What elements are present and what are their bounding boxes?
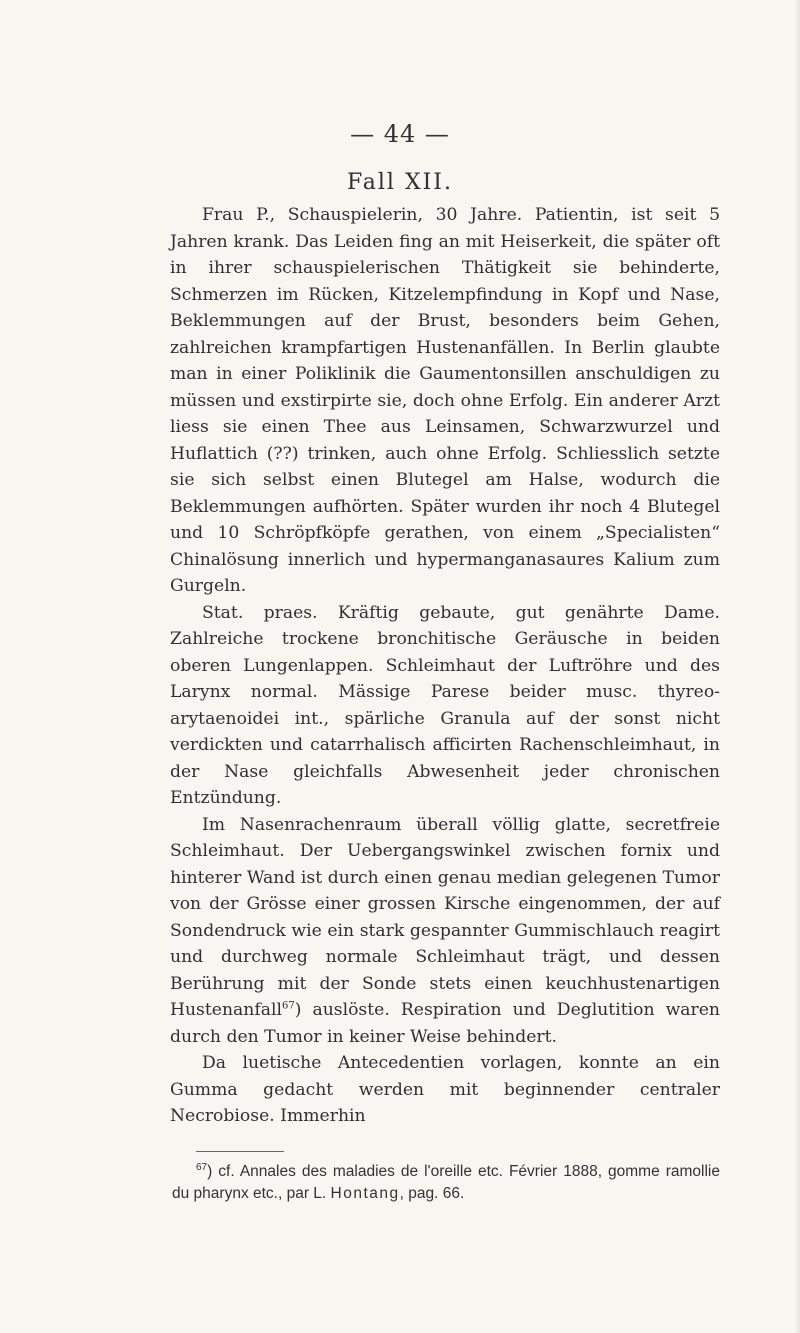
- paragraph-nasopharynx-text: Im Nasenrachenraum überall völlig glatte, secretfreie Schleimhaut. Der Uebergangswinkel zwischen fornix und hinterer Wand ist durch einen genau median gelegenen Tumor von der Grösse einer grossen Kirsche eingenommen, der auf Sondendruck wie ein stark gespannter Gummischlauch reagirt und durchweg normale Schleimhaut trägt, und dessen Berührung mit der Sonde stets einen keuchhustenartigen Hustenanfall: [170, 814, 720, 1020]
- footnote-divider: [196, 1151, 284, 1152]
- footnote: [172, 1161, 720, 1205]
- footnote-text: ) cf. Annales des maladies de l'oreille etc. Février 1888, gomme ramollie du pharynx etc., par L.: [172, 1163, 720, 1202]
- paragraph-nasopharynx: [170, 812, 720, 1051]
- footnote-text-end: , pag. 66.: [399, 1185, 465, 1202]
- footnote-author: Hontang: [330, 1185, 400, 1202]
- footnote-marker: 67: [196, 1161, 208, 1173]
- footnote-reference[interactable]: 67: [281, 1000, 295, 1012]
- page-edge-shadow: [794, 0, 800, 1333]
- body-text: [170, 202, 720, 1130]
- paragraph-nasopharynx-text-end: ) auslöste. Respiration und Deglutition waren durch den Tumor in keiner Weise behindert.: [170, 1000, 720, 1047]
- case-title: Fall XII.: [347, 170, 453, 195]
- paragraph-status-praesens: Stat. praes. Kräftig gebaute, gut genährte Dame. Zahlreiche trockene bronchitische Geräusche in beiden oberen Lungenlappen. Schleimhaut der Luftröhre und des Larynx normal. Mässige Parese beider musc. thyreo-arytaenoidei int., spärliche Granula auf der sonst nicht verdickten und catarrhalisch afficirten Rachenschleimhaut, in der Nase gleichfalls Abwesenheit jeder chronischen Entzündung.: [170, 602, 720, 808]
- paragraph-history: Frau P., Schauspielerin, 30 Jahre. Patientin, ist seit 5 Jahren krank. Das Leiden fing an mit Heiserkeit, die später oft in ihrer schauspielerischen Thätigkeit sie behinderte, Schmerzen im Rücken, Kitzelempfindung in Kopf und Nase, Beklemmungen auf der Brust, besonders beim Gehen, zahlreichen krampfartigen Hustenanfällen. In Berlin glaubte man in einer Poliklinik die Gaumentonsillen anschuldigen zu müssen und exstirpirte sie, doch ohne Erfolg. Ein anderer Arzt liess sie einen Thee aus Leinsamen, Schwarzwurzel und Huflattich (??) trinken, auch ohne Erfolg. Schliesslich setzte sie sich selbst einen Blutegel am Halse, wodurch die Beklemmungen aufhörten. Später wurden ihr noch 4 Blutegel und 10 Schröpfköpfe gerathen, von einem „Specialisten“ Chinalösung innerlich und hypermanganasaures Kalium zum Gurgeln.: [170, 205, 720, 596]
- paragraph-diagnosis: Da luetische Antecedentien vorlagen, konnte an ein Gumma gedacht werden mit beginnender centraler Necrobiose. Immerhin: [170, 1053, 720, 1126]
- page-number: — 44 —: [350, 120, 450, 148]
